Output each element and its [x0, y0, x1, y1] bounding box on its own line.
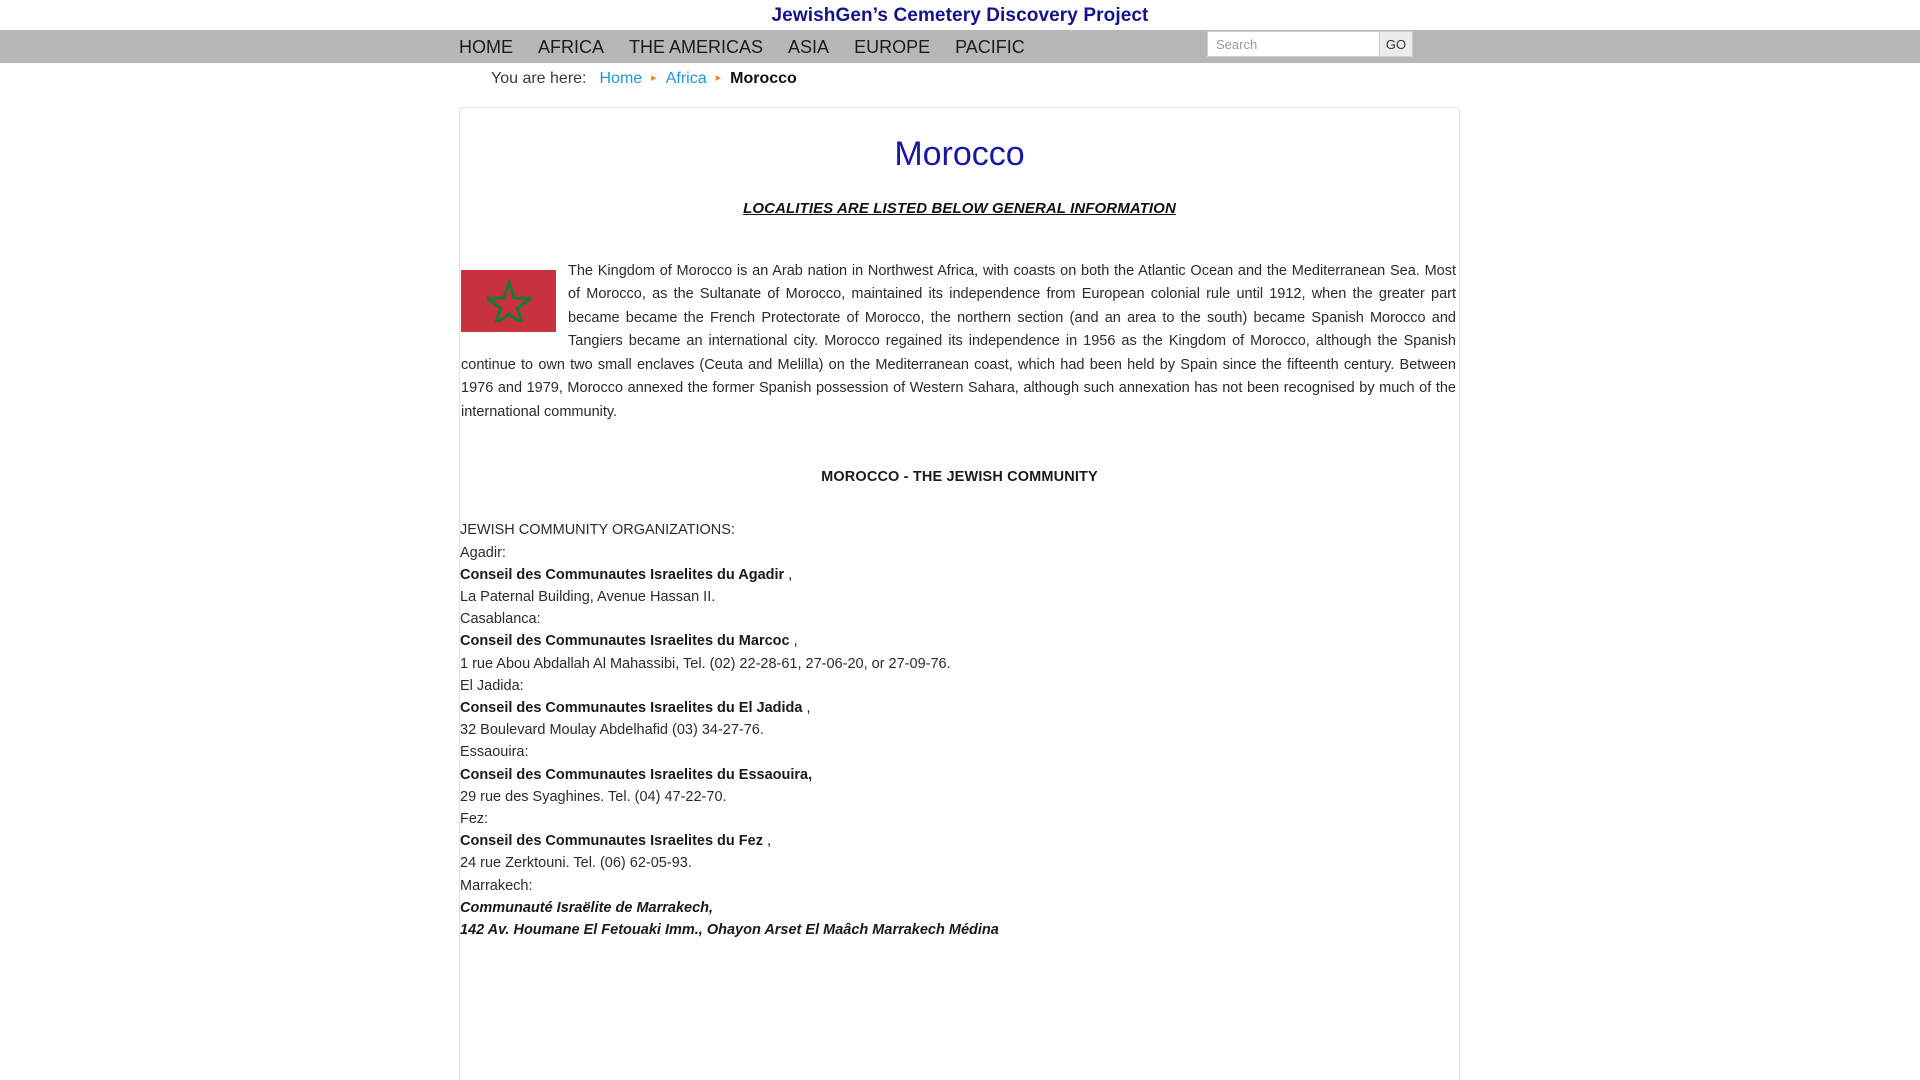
- breadcrumb: [0, 63, 1920, 94]
- organization-line-text: 29 rue des Syaghines. Tel. (04) 47-22-70.: [460, 788, 727, 805]
- intro-block: [460, 260, 1459, 425]
- organization-line: [460, 586, 1459, 608]
- page-title: Morocco: [894, 135, 1025, 173]
- main-navigation-bar: [0, 30, 1920, 63]
- organization-line: [460, 897, 1459, 919]
- organization-line: [460, 564, 1459, 586]
- organization-line: [460, 919, 1459, 941]
- organization-line: [460, 653, 1459, 675]
- nav-item-home[interactable]: HOME: [459, 36, 513, 57]
- organization-line-text: 1 rue Abou Abdallah Al Mahassibi, Tel. (02) 22-28-61, 27-06-20, or 27-09-76.: [460, 655, 951, 672]
- nav-item-the-americas[interactable]: THE AMERICAS: [629, 36, 764, 57]
- organization-line-text: El Jadida:: [460, 677, 524, 694]
- organization-line-text: 142 Av. Houmane El Fetouaki Imm., Ohayon Arset El Maâch Marrakech Médina: [460, 921, 999, 938]
- organization-line: [460, 697, 1459, 719]
- breadcrumb-label: You are here:: [491, 69, 587, 87]
- chevron-right-icon: ▸: [715, 72, 722, 84]
- organization-line-text: JEWISH COMMUNITY ORGANIZATIONS:: [460, 522, 735, 539]
- nav-item-africa[interactable]: AFRICA: [538, 36, 605, 57]
- organization-line: [460, 542, 1459, 564]
- nav-item-pacific[interactable]: PACIFIC: [955, 36, 1025, 57]
- organization-line: [460, 675, 1459, 697]
- organization-line-text: Communauté Israëlite de Marrakech,: [460, 899, 714, 916]
- organization-line-text: Agadir:: [460, 544, 506, 561]
- organization-line-trailing: ,: [802, 699, 811, 716]
- organization-line: [460, 830, 1459, 852]
- organization-line: [460, 764, 1459, 786]
- organization-line: [460, 608, 1459, 630]
- organization-line-text: Fez:: [460, 810, 489, 827]
- community-heading: MOROCCO - THE JEWISH COMMUNITY: [821, 469, 1098, 486]
- organization-line-text: Conseil des Communautes Israelites du Marcoc: [460, 633, 790, 650]
- organization-line: [460, 808, 1459, 830]
- organization-line: [460, 519, 1459, 541]
- organization-line-trailing: ,: [784, 566, 793, 583]
- organization-line: [460, 786, 1459, 808]
- organization-line: [460, 630, 1459, 652]
- organization-line: [460, 741, 1459, 763]
- breadcrumb-current: Morocco: [730, 69, 797, 87]
- organization-line-trailing: ,: [789, 633, 798, 650]
- organization-line-text: Conseil des Communautes Israelites du Essaouira,: [460, 766, 813, 783]
- organization-line-trailing: ,: [762, 833, 772, 850]
- organization-line-text: 32 Boulevard Moulay Abdelhafid (03) 34-27-76.: [460, 722, 764, 739]
- organization-line: [460, 719, 1459, 741]
- search-group: [1207, 31, 1413, 57]
- organizations-list: [460, 519, 1459, 941]
- intro-paragraph: The Kingdom of Morocco is an Arab nation in Northwest Africa, with coasts on both the Atlantic Ocean and the Mediterranean Sea. Most of Morocco, as the Sultanate of Morocco, maintained its independence from European colonial rule until 1912, when the greater part became became the French Protectorate of Morocco, the northern section (and an area to the south) became Spanish Morocco and Tangiers became an international city. Morocco regained its independence in 1956 as the Kingdom of Morocco, although the Spanish continue to own two small enclaves (Ceuta and Melilla) on the Mediterranean coast, which had been held by Spain since the fifteenth century. Between 1976 and 1979, Morocco annexed the former Spanish possession of Western Sahara, although such annexation has not been recognised by much of the international community.: [461, 262, 1456, 420]
- organization-line-text: Marrakech:: [460, 877, 533, 894]
- nav-item-asia[interactable]: ASIA: [788, 36, 830, 57]
- chevron-right-icon: ▸: [651, 72, 657, 84]
- site-title: JewishGen’s Cemetery Discovery Project: [771, 4, 1149, 26]
- organization-line-text: Casablanca:: [460, 611, 541, 628]
- nav-item-europe[interactable]: EUROPE: [854, 36, 931, 57]
- organization-line-text: Essaouira:: [460, 744, 529, 761]
- breadcrumb-link-home[interactable]: Home: [599, 69, 643, 87]
- content-card: [459, 107, 1460, 1080]
- morocco-flag-icon: [461, 270, 556, 332]
- organization-line-text: Conseil des Communautes Israelites du El Jadida: [460, 699, 803, 716]
- nav-links: [459, 30, 1025, 63]
- organization-line-text: Conseil des Communautes Israelites du Fez: [460, 833, 763, 850]
- search-input[interactable]: [1207, 31, 1379, 57]
- page-subtitle: LOCALITIES ARE LISTED BELOW GENERAL INFORMATION: [743, 199, 1176, 217]
- search-go-button[interactable]: GO: [1379, 31, 1413, 57]
- organization-line-text: La Paternal Building, Avenue Hassan II.: [460, 588, 716, 605]
- site-title-bar: [0, 0, 1920, 30]
- organization-line: [460, 852, 1459, 874]
- breadcrumb-link-africa[interactable]: Africa: [665, 69, 707, 87]
- organization-line-text: 24 rue Zerktouni. Tel. (06) 62-05-93.: [460, 855, 692, 872]
- organization-line: [460, 875, 1459, 897]
- organization-line-text: Conseil des Communautes Israelites du Agadir: [460, 566, 785, 583]
